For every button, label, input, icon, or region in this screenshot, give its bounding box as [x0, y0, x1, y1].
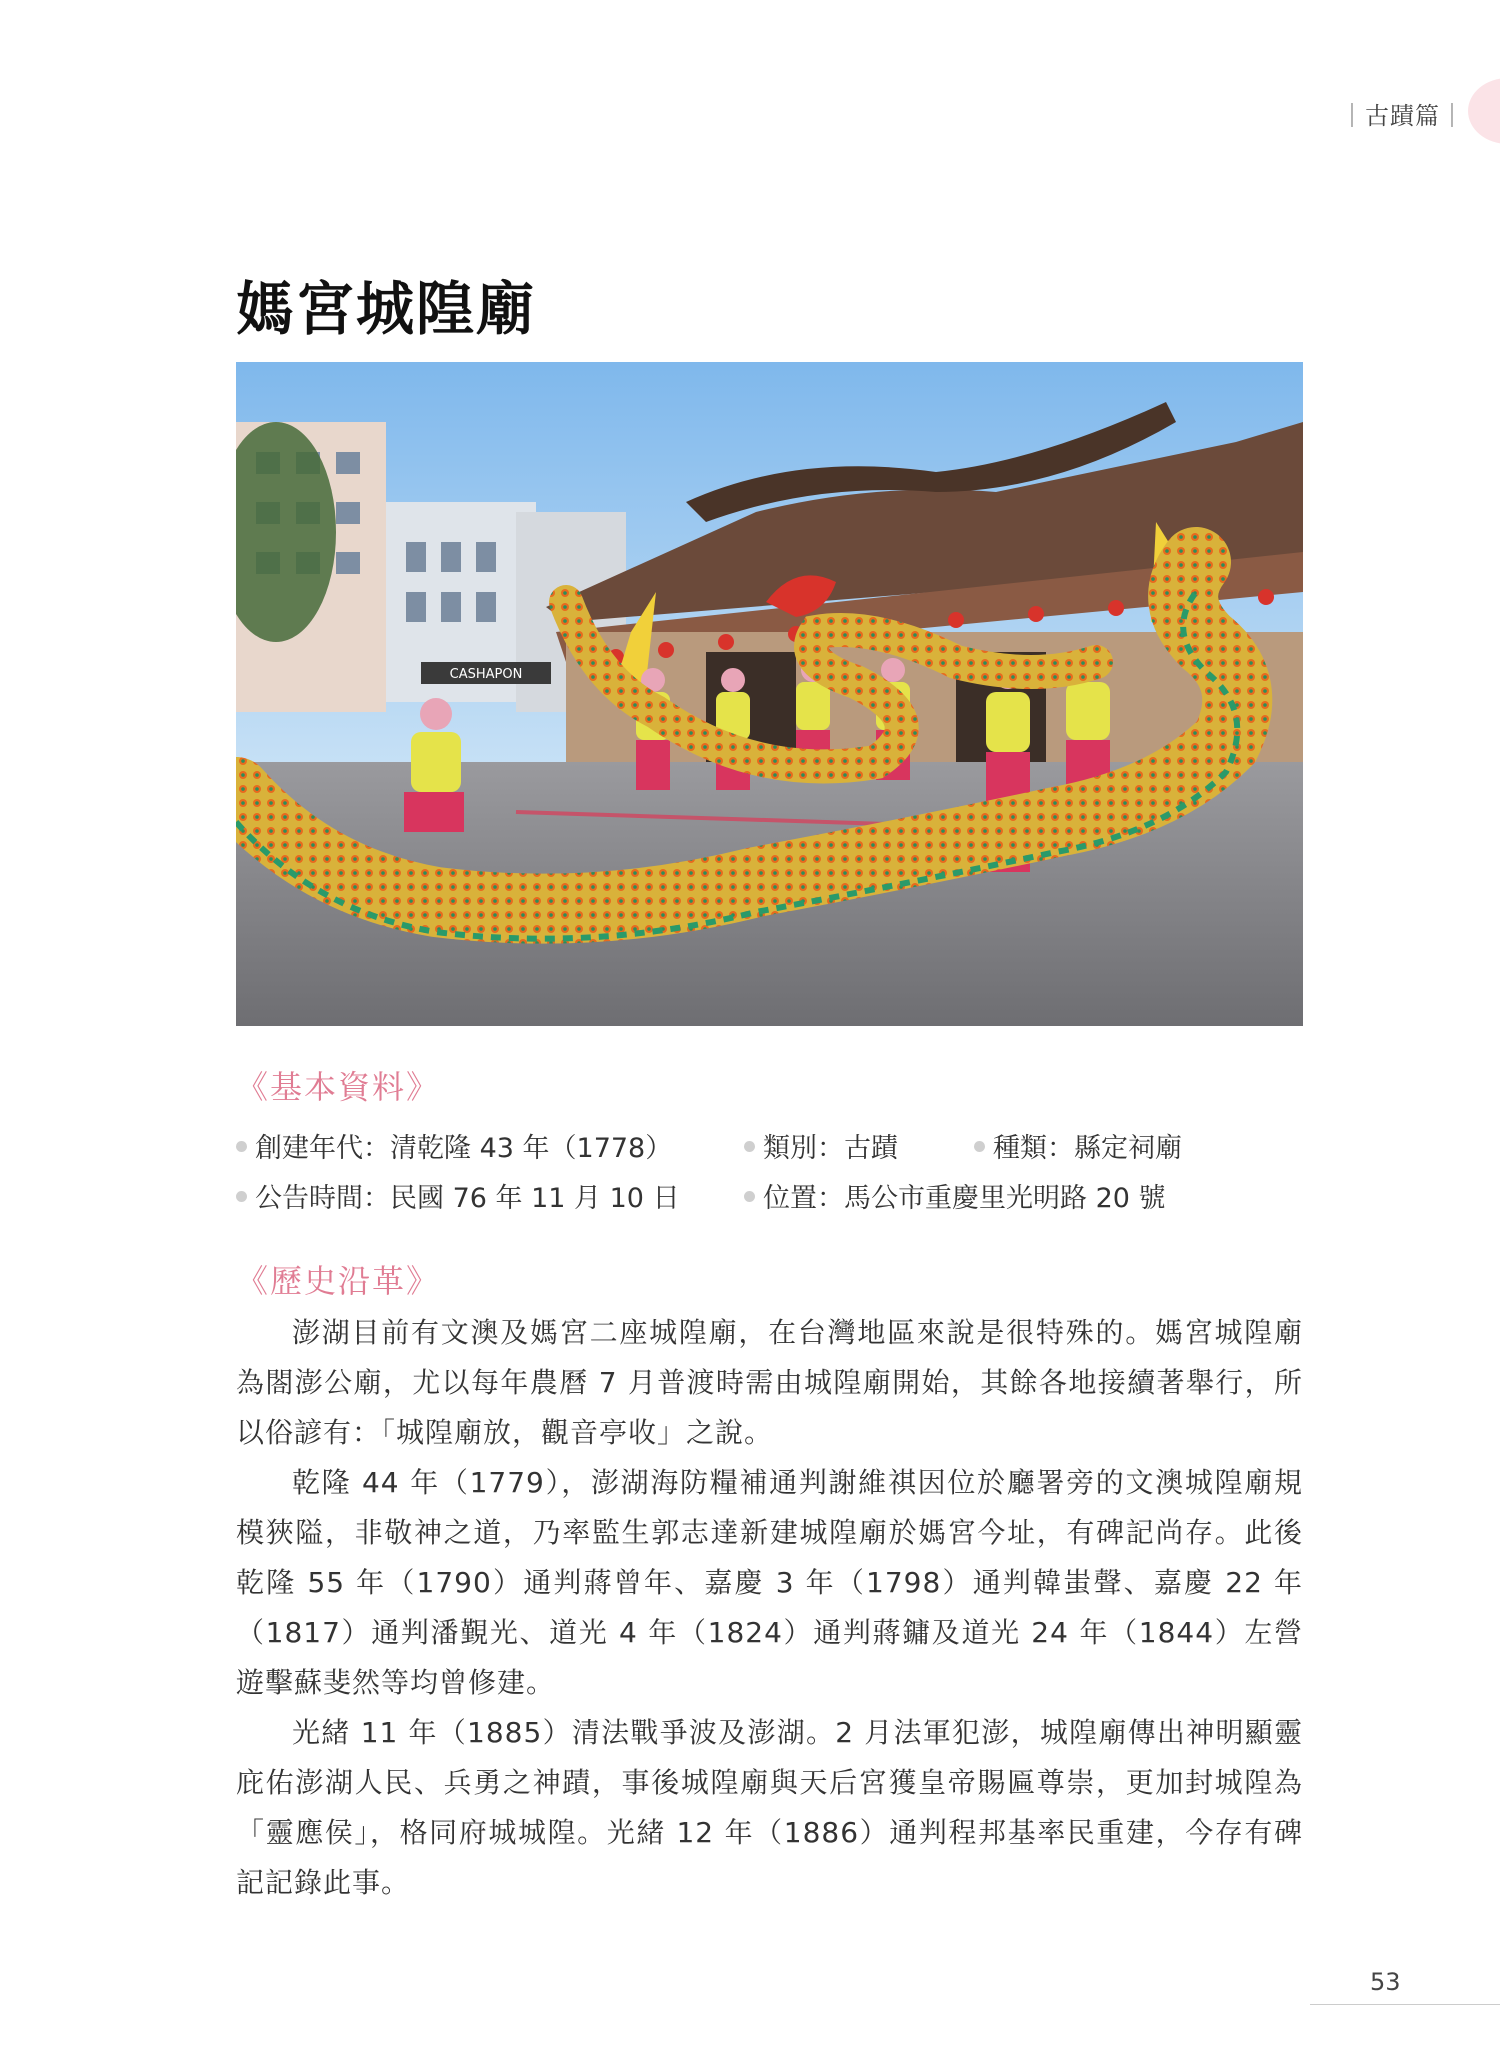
- history-body: [236, 1308, 1303, 1908]
- page-number: 53: [1370, 1968, 1401, 1996]
- history-paragraph: 澎湖目前有文澳及媽宮二座城隍廟，在台灣地區來說是很特殊的。媽宮城隍廟為閤澎公廟，尤以每年農曆 7 月普渡時需由城隍廟開始，其餘各地接續著舉行，所以俗諺有：「城隍廟放，觀音亭收」之說。: [236, 1316, 1303, 1449]
- page-title: 媽宮城隍廟: [236, 275, 537, 343]
- bullet-icon: [236, 1141, 247, 1152]
- temple-dragon-dance-photo: [236, 362, 1303, 1026]
- page-corner-decoration: [1468, 78, 1500, 144]
- bullet-icon: [744, 1141, 755, 1152]
- bullet-icon: [974, 1141, 985, 1152]
- bullet-icon: [236, 1191, 247, 1202]
- info-item-type: 種類：縣定祠廟: [974, 1126, 1182, 1165]
- history-heading: 《歷史沿革》: [236, 1262, 441, 1300]
- bullet-icon: [744, 1191, 755, 1202]
- photo-shop-sign: CASHAPON: [449, 667, 523, 682]
- footer-divider: [1310, 2004, 1500, 2005]
- info-item-founded: 創建年代：清乾隆 43 年（1778）: [236, 1126, 672, 1165]
- info-item-announced: 公告時間：民國 76 年 11 月 10 日: [236, 1176, 680, 1215]
- section-label: ｜古蹟篇｜: [1340, 102, 1465, 130]
- basic-info-heading: 《基本資料》: [236, 1068, 441, 1106]
- info-item-location: 位置：馬公市重慶里光明路 20 號: [744, 1176, 1166, 1215]
- info-item-category: 類別：古蹟: [744, 1126, 898, 1165]
- history-paragraph: 乾隆 44 年（1779），澎湖海防糧補通判謝維祺因位於廳署旁的文澳城隍廟規模狹隘，非敬神之道，乃率監生郭志達新建城隍廟於媽宮今址，有碑記尚存。此後乾隆 55 年（1790）通判蔣曾年、嘉慶 3 年（1798）通判韓蚩聲、嘉慶 22 年（1817）通判潘覲光、道光 4 年（1824）通判蔣鏞及道光 24 年（1844）左營遊擊蘇斐然等均曾修建。: [236, 1466, 1303, 1699]
- history-paragraph: 光緒 11 年（1885）清法戰爭波及澎湖。2 月法軍犯澎，城隍廟傳出神明顯靈庇佑澎湖人民、兵勇之神蹟，事後城隍廟與天后宮獲皇帝賜匾尊崇，更加封城隍為「靈應侯」，格同府城城隍。光緒 12 年（1886）通判程邦基率民重建，今存有碑記記錄此事。: [236, 1716, 1303, 1899]
